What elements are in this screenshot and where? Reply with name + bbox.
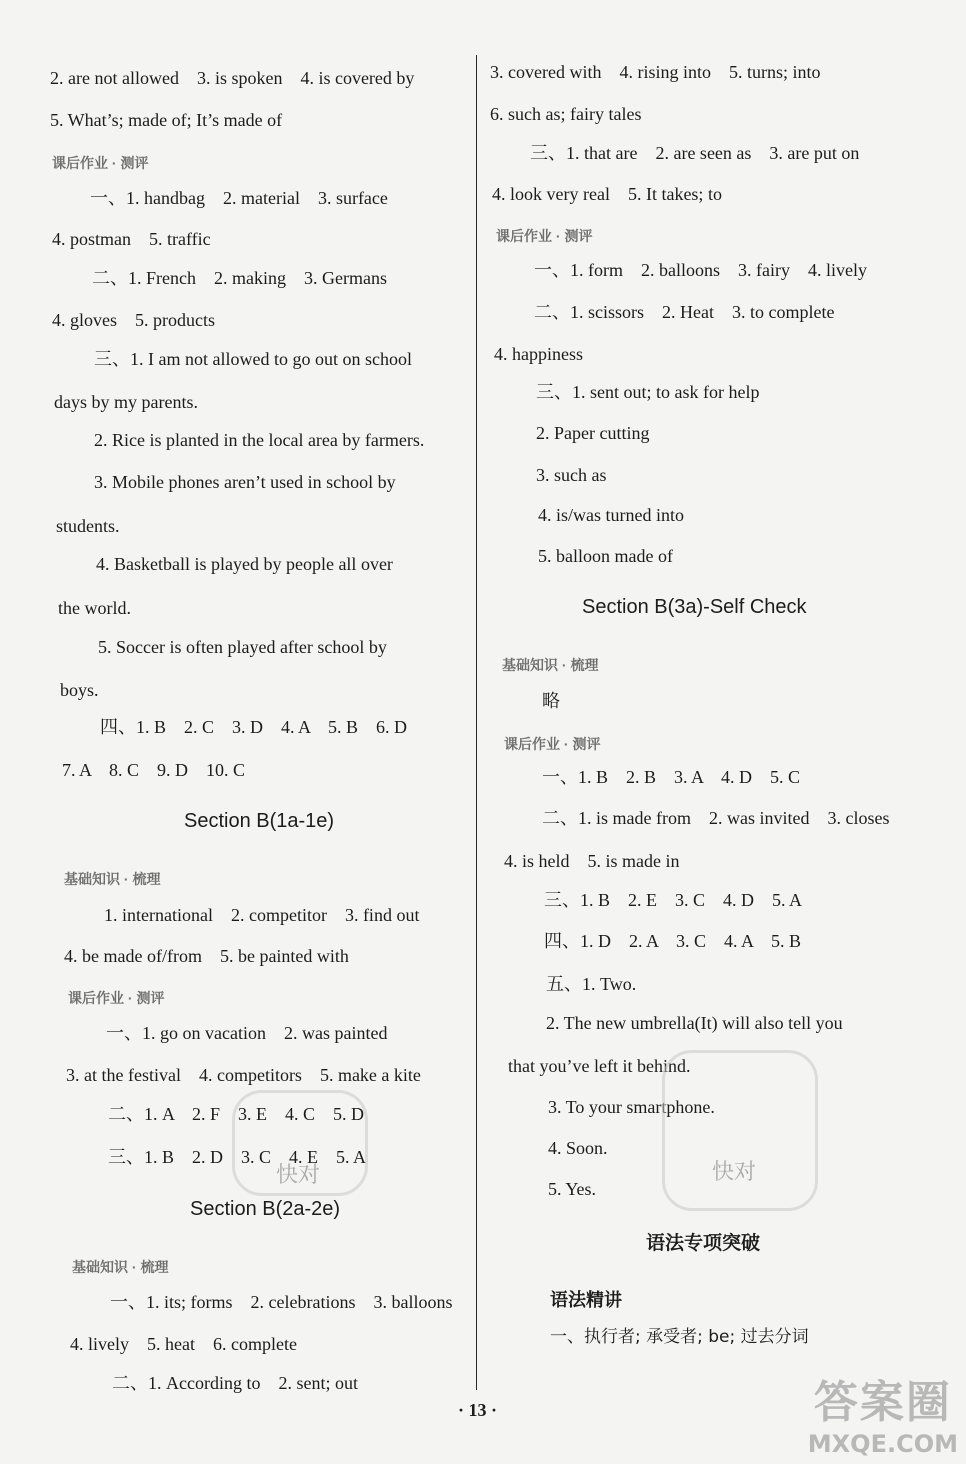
sub-heading: 语法精讲 [550,1290,622,1311]
subsection-label: 基础知识 · 梳理 [64,871,161,887]
answer-line: 二、1. French 2. making 3. Germans [92,268,387,288]
answer-line: 4. postman 5. traffic [52,229,211,249]
watermark-text: 快对 [276,1163,321,1188]
section-heading: Section B(2a-2e) [190,1198,341,1220]
answer-line: 三、1. B 2. D 3. C 4. E 5. A [108,1147,367,1167]
answer-line: 3. To your smartphone. [548,1097,715,1117]
answer-line: 二、1. scissors 2. Heat 3. to complete [534,302,835,322]
chapter-heading: 语法专项突破 [646,1232,761,1254]
subsection-label: 基础知识 · 梳理 [72,1259,169,1275]
subsection-label: 基础知识 · 梳理 [502,657,599,673]
answer-line: 4. lively 5. heat 6. complete [70,1334,297,1354]
answer-line: 5. balloon made of [538,546,673,566]
answer-line: 一、1. form 2. balloons 3. fairy 4. lively [534,260,867,280]
answer-line: 3. at the festival 4. competitors 5. make a kite [66,1065,421,1085]
answer-line: 4. is/was turned into [538,505,684,525]
subsection-label: 课后作业 · 测评 [504,736,601,752]
answer-line: 二、1. According to 2. sent; out [112,1373,358,1393]
answer-line: the world. [58,598,131,618]
answer-line: 三、1. sent out; to ask for help [536,382,760,402]
answer-line: 5. Yes. [548,1179,597,1199]
answer-line: 三、1. I am not allowed to go out on school [94,349,412,369]
answer-line: 6. such as; fairy tales [490,104,642,124]
answer-line: 三、1. that are 2. are seen as 3. are put on [530,143,860,163]
subsection-label: 课后作业 · 测评 [496,228,593,244]
answer-line: 二、1. A 2. F 3. E 4. C 5. D [108,1104,365,1124]
answer-line: students. [56,516,120,536]
answer-line: 2. Rice is planted in the local area by farmers. [94,430,425,450]
answer-line: 一、1. go on vacation 2. was painted [106,1023,388,1043]
subsection-label: 课后作业 · 测评 [68,990,165,1006]
answer-line: 4. happiness [494,344,583,364]
answer-line: days by my parents. [54,392,198,412]
answer-line: 4. look very real 5. It takes; to [492,184,722,204]
page-number: · 13 · [458,1400,498,1420]
answer-line: 4. be made of/from 5. be painted with [64,946,349,966]
answer-line: 3. such as [536,465,607,485]
subsection-label: 课后作业 · 测评 [52,155,149,171]
answer-line: 4. gloves 5. products [52,310,215,330]
answer-line: 3. Mobile phones aren’t used in school by [94,472,396,492]
section-heading: Section B(3a)-Self Check [582,596,807,618]
answer-line: 四、1. D 2. A 3. C 4. A 5. B [544,931,802,951]
answer-line: 4. is held 5. is made in [504,851,680,871]
answer-line: 4. Soon. [548,1138,608,1158]
answer-line: 1. international 2. competitor 3. find out [104,905,420,925]
answer-line: 4. Basketball is played by people all over [96,554,393,574]
answer-line: that you’ve left it behind. [508,1056,691,1076]
watermark-stamp [662,1050,818,1211]
answer-line: 一、1. its; forms 2. celebrations 3. balloons [110,1292,453,1312]
answer-line: 2. The new umbrella(It) will also tell you [546,1013,843,1033]
answer-line: 三、1. B 2. E 3. C 4. D 5. A [544,890,803,910]
answer-line: 3. covered with 4. rising into 5. turns; into [490,62,821,82]
answer-line: 二、1. is made from 2. was invited 3. closes [542,808,890,828]
answer-line: 一、1. handbag 2. material 3. surface [90,188,388,208]
answer-line: 五、1. Two. [546,974,637,994]
answer-line: 2. Paper cutting [536,423,650,443]
answer-line: boys. [60,680,99,700]
answer-line: 一、1. B 2. B 3. A 4. D 5. C [542,767,801,787]
answer-line: 一、执行者; 承受者; be; 过去分词 [550,1327,809,1347]
column-divider [476,55,477,1390]
site-logo: 答案圈 MXQE.COM [807,1377,958,1458]
answer-line: 2. are not allowed 3. is spoken 4. is covered by [50,68,415,88]
answer-line: 四、1. B 2. C 3. D 4. A 5. B 6. D [100,717,408,737]
watermark-text: 快对 [712,1160,757,1185]
answer-line: 略 [542,691,560,712]
answer-line: 5. Soccer is often played after school by [98,637,387,657]
answer-line: 7. A 8. C 9. D 10. C [62,760,246,780]
section-heading: Section B(1a-1e) [184,810,335,832]
answer-line: 5. What’s; made of; It’s made of [50,110,283,130]
